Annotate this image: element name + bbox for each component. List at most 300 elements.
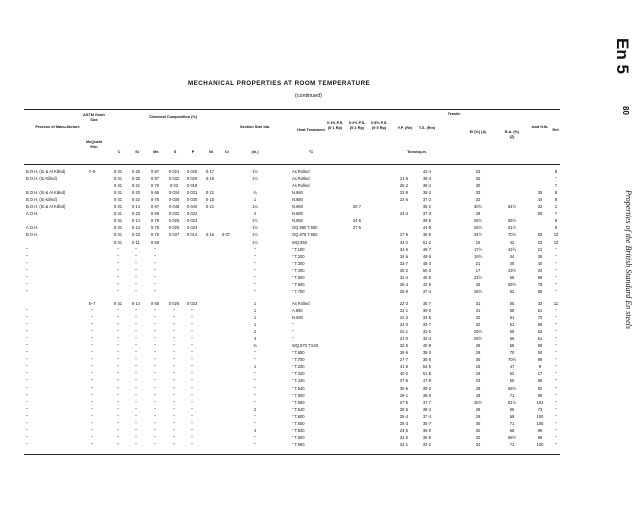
cell-sec: ″ <box>254 385 256 391</box>
cell-heat: WQ.870 T.540 <box>292 343 319 349</box>
cell-el: 32 <box>475 427 481 433</box>
cell-el: 23½ <box>474 274 482 280</box>
cell-ref: ″ <box>555 385 557 391</box>
cell-si: ″ <box>135 364 137 370</box>
cell-yp: 24·4 <box>399 211 409 217</box>
cell-ra: 55 <box>509 274 515 280</box>
cell-izod: 23 <box>537 239 543 245</box>
cell-ts: 32·4 <box>422 336 432 342</box>
table-subtitle: (continued) <box>295 93 322 99</box>
cell-el: 17½ <box>474 246 482 252</box>
cell-c: 0·31 <box>113 225 123 231</box>
cell-mn: ″ <box>154 246 156 252</box>
cell-proc: ″ <box>26 274 28 280</box>
cell-izod: 83 <box>537 232 543 238</box>
cell-astm: ″ <box>91 392 93 398</box>
cell-izod: 100 <box>536 441 544 447</box>
cell-izod: 70 <box>537 315 543 320</box>
table-row <box>0 254 638 261</box>
cell-si: 0·14 <box>131 218 141 224</box>
cell-s: ″ <box>173 378 175 384</box>
page-number: 80 <box>621 106 630 115</box>
cell-ni: 0·21 <box>205 204 215 210</box>
cell-heat: As Rolled <box>292 176 310 182</box>
cell-sec: ″ <box>254 260 256 266</box>
cell-yp: 22·1 <box>399 329 409 335</box>
cell-astm: ″ <box>91 350 93 356</box>
cell-yp: 33·7 <box>399 260 409 266</box>
col-chemical: Chemical Composition (%) <box>148 115 198 119</box>
cell-mn: ″ <box>154 427 156 433</box>
cell-c: ″ <box>117 260 119 266</box>
cell-c: ″ <box>117 281 119 287</box>
cell-sec: ″ <box>254 246 256 252</box>
cell-mn: 0·65 <box>150 300 160 306</box>
cell-yp: 25·2 <box>399 183 409 189</box>
header-top-rule <box>24 109 560 110</box>
cell-proc: B.O.H. (Si Killed) <box>26 176 57 182</box>
cell-ra: 69 <box>509 413 515 419</box>
cell-mn: ″ <box>154 329 156 335</box>
cell-p: ″ <box>191 322 193 328</box>
cell-si: 0·25 <box>131 176 141 182</box>
cell-mn: 0·70 <box>150 183 160 189</box>
cell-el: 28½ <box>474 399 482 405</box>
cell-ref: ″ <box>555 176 557 182</box>
cell-s: 0·02 <box>169 183 179 189</box>
cell-sec: ″ <box>254 357 256 363</box>
col-p: P <box>191 150 195 154</box>
cell-ra: 70 <box>509 350 515 356</box>
cell-mn: ″ <box>154 371 156 377</box>
cell-p: 0·014 <box>186 232 198 238</box>
cell-el: 32 <box>475 197 481 203</box>
cell-el: 19 <box>475 371 481 377</box>
cell-heat: ″ <box>292 322 294 328</box>
cell-heat: WQ.850 <box>292 239 308 245</box>
table-bottom-rule <box>24 454 560 455</box>
cell-yp: 24·5 <box>399 427 409 433</box>
cell-astm: ″ <box>91 399 93 405</box>
cell-izod: 88 <box>537 343 543 349</box>
cell-heat: ″ T.300 <box>292 260 305 266</box>
col-ps2: 0·2% P.S. (0·2 Rp) <box>348 121 366 130</box>
cell-ps2: 27·5 <box>352 225 362 231</box>
cell-p: ″ <box>191 378 193 384</box>
cell-ts: 37·4 <box>422 413 432 419</box>
cell-sec: 2 <box>253 329 257 335</box>
cell-proc: B.O.H. (Si Killed) <box>26 197 57 203</box>
cell-sec: ″ <box>254 371 256 377</box>
cell-heat: N.880 <box>292 197 303 203</box>
cell-yp: 28·6 <box>399 350 409 356</box>
cell-mn: 0·67 <box>150 204 160 210</box>
cell-si: ″ <box>135 307 137 313</box>
cell-ra: 43½ <box>508 267 516 273</box>
cell-sec: ″ <box>254 281 256 287</box>
cell-si: ″ <box>135 427 137 433</box>
cell-mn: ″ <box>154 315 156 320</box>
cell-si: 0·22 <box>131 197 141 203</box>
cell-s: 0·026 <box>168 300 180 306</box>
cell-izod: 96 <box>537 434 543 440</box>
cell-ts: 47·8 <box>422 378 432 384</box>
cell-mn: ″ <box>154 406 156 412</box>
col-s: S <box>173 150 177 154</box>
cell-ra: 68½ <box>508 434 516 440</box>
cell-ts: 39·4 <box>422 176 432 182</box>
cell-ref: ″ <box>555 441 557 447</box>
table-row <box>0 407 638 414</box>
cell-izod: 50 <box>537 211 543 217</box>
cell-p: 0·031 <box>186 190 198 196</box>
section-label: En 5 <box>613 38 632 74</box>
cell-ref: ″ <box>555 371 557 377</box>
cell-si: ″ <box>135 343 137 349</box>
cell-ref: ″ <box>555 260 557 266</box>
cell-yp: 30·6 <box>399 385 409 391</box>
cell-heat: As Rolled <box>292 300 310 306</box>
cell-ref: 9 <box>554 218 558 224</box>
cell-ts: 35·9 <box>422 434 432 440</box>
cell-ref: 1 <box>554 204 558 210</box>
cell-mn: ″ <box>154 267 156 273</box>
cell-heat: ″ T.500 <box>292 274 305 280</box>
cell-sec: ″ <box>254 420 256 426</box>
cell-mn: ″ <box>154 253 156 259</box>
table-row <box>0 435 638 442</box>
col-process: Process of Manu-facture <box>35 125 80 129</box>
cell-ref: 8 <box>554 197 558 203</box>
cell-mn: 0·76 <box>150 232 160 238</box>
cell-si: 0·11 <box>132 239 140 245</box>
cell-yp: 22·1 <box>399 441 409 447</box>
cell-c: ″ <box>117 322 119 328</box>
cell-ra: 46 <box>509 260 515 266</box>
col-ra: R.A. (%) (Z) <box>504 130 520 139</box>
cell-s: ″ <box>173 322 175 328</box>
cell-ra: 70½ <box>508 357 516 363</box>
cell-heat: ″ T.400 <box>292 267 305 273</box>
cell-proc: B.O.H. (Si & Al Killed) <box>26 190 66 196</box>
cell-c: ″ <box>117 315 119 320</box>
cell-ts: 50·3 <box>422 267 432 273</box>
cell-si: ″ <box>135 441 137 447</box>
cell-el: 30 <box>475 420 481 426</box>
cell-ra: 61½ <box>508 225 516 231</box>
cell-yp: 34·6 <box>399 246 409 252</box>
cell-heat: ″ T.200 <box>292 364 305 370</box>
cell-ref: 7 <box>554 183 558 189</box>
col-ref: Ref. <box>552 128 560 132</box>
table-row <box>0 211 638 218</box>
cell-c: 0·31 <box>113 190 123 196</box>
cell-astm: ″ <box>91 329 93 335</box>
table-row <box>0 308 638 315</box>
cell-heat: ″ T.700 <box>292 288 305 294</box>
cell-ref: ″ <box>555 357 557 363</box>
cell-s: ″ <box>173 420 175 426</box>
cell-yp: 32·5 <box>399 343 409 349</box>
cell-ra: 44 <box>509 253 515 259</box>
cell-ra: 68 <box>509 427 515 433</box>
cell-izod: 51 <box>537 307 543 313</box>
cell-el: 25 <box>475 176 481 182</box>
cell-mn: 0·66 <box>150 211 160 217</box>
cell-heat: ″ T.700 <box>292 357 305 363</box>
cell-p: ″ <box>191 420 193 426</box>
table-row <box>0 232 638 239</box>
table-row <box>0 183 638 190</box>
table-row <box>0 197 638 204</box>
table-row <box>0 336 638 343</box>
cell-heat: ″ T.600 <box>292 281 305 287</box>
cell-si: ″ <box>135 413 137 419</box>
cell-ts: 33·7 <box>422 322 432 328</box>
cell-proc: ″ <box>26 413 28 419</box>
cell-ref: ″ <box>555 274 557 280</box>
cell-c: ″ <box>117 385 119 391</box>
col-mcquaid: McQuaid Ehn <box>85 140 103 149</box>
cell-ref: 7 <box>554 211 558 217</box>
cell-heat: As Rolled <box>292 169 310 174</box>
cell-sec: 1½ <box>252 176 258 182</box>
cell-heat: N.850 <box>292 218 303 224</box>
cell-si: ″ <box>135 350 137 356</box>
cell-s: 0·037 <box>168 232 180 238</box>
col-astm: ASTM Grain Size <box>83 113 105 122</box>
cell-ref: ″ <box>555 350 557 356</box>
table-row <box>0 322 638 329</box>
table-row <box>0 301 638 308</box>
cell-el: 30 <box>475 357 481 363</box>
cell-proc: ″ <box>26 371 28 377</box>
cell-p: 0·026 <box>186 176 198 182</box>
cell-ra: 58 <box>509 343 515 349</box>
cell-proc: ″ <box>26 343 28 349</box>
cell-izod: 99 <box>537 357 543 363</box>
cell-s: ″ <box>173 385 175 391</box>
cell-mn: ″ <box>154 399 156 405</box>
cell-heat: ″ T.200 <box>292 253 305 259</box>
cell-ts: 33·0 <box>422 329 432 335</box>
cell-proc: ″ <box>26 246 28 252</box>
cell-izod: 102 <box>536 399 544 405</box>
cell-astm: 5–7 <box>88 300 96 306</box>
cell-s: ″ <box>173 399 175 405</box>
table-row <box>0 225 638 232</box>
col-ts: T.S. (Rm) <box>418 126 436 130</box>
cell-el: 28 <box>475 385 481 391</box>
cell-yp: 24·5 <box>399 434 409 440</box>
cell-sec: ¾ <box>253 190 257 196</box>
cell-c: 0·31 <box>113 232 123 238</box>
cell-ra: 68½ <box>508 385 516 391</box>
cell-c: ″ <box>117 336 119 342</box>
cell-s: ″ <box>173 350 175 356</box>
cell-astm: ″ <box>91 322 93 328</box>
col-heat: Heat Treatment <box>297 128 325 132</box>
table-row <box>0 247 638 254</box>
table-row <box>0 240 638 247</box>
cell-sec: ¾ <box>253 343 257 349</box>
cell-ts: 51·8 <box>422 371 432 377</box>
cell-yp: 23·8 <box>399 190 409 196</box>
cell-si: ″ <box>135 385 137 391</box>
cell-ra: 59½ <box>508 281 516 287</box>
cell-ra: 54½ <box>508 204 516 210</box>
cell-p: ″ <box>191 385 193 391</box>
cell-p: ″ <box>191 343 193 349</box>
cell-c: 0·31 <box>113 300 123 306</box>
cell-p: ″ <box>191 392 193 398</box>
cell-izod: 40 <box>537 260 543 266</box>
cell-astm: 7–8 <box>88 169 96 174</box>
cell-ni: 0·18 <box>205 197 215 203</box>
cell-el: 26 <box>475 281 481 287</box>
col-ps1: 0·1% P.S. (0·1 Rp) <box>326 121 344 130</box>
cell-ra: 60 <box>509 378 515 384</box>
cell-sec: ″ <box>254 399 256 405</box>
cell-ref: ″ <box>555 420 557 426</box>
cell-ra: 52 <box>509 371 515 377</box>
cell-ref: 11 <box>553 300 559 306</box>
cell-mn: 0·58 <box>150 239 160 245</box>
cell-s: ″ <box>173 371 175 377</box>
cell-izod: 44 <box>537 197 543 203</box>
cell-c: 0·31 <box>113 197 123 203</box>
cell-c: ″ <box>117 441 119 447</box>
cell-p: 0·018 <box>186 183 198 189</box>
cell-el: 29 <box>475 392 481 398</box>
cell-proc: ″ <box>26 336 28 342</box>
table-row <box>0 190 638 197</box>
cell-el: 19½ <box>474 253 482 259</box>
cell-sec: 1½ <box>252 239 258 245</box>
cell-si: ″ <box>135 253 137 259</box>
cell-mn: 0·87 <box>150 169 160 174</box>
cell-si: 0·14 <box>131 204 141 210</box>
cell-yp: 27·6 <box>399 232 409 238</box>
cell-ref: ″ <box>555 307 557 313</box>
cell-c: 0·31 <box>113 211 123 217</box>
cell-si: ″ <box>135 288 137 294</box>
cell-izod: 94 <box>537 350 543 356</box>
cell-izod: 98 <box>537 392 543 398</box>
cell-c: ″ <box>117 307 119 313</box>
col-tensile: Tensile <box>447 112 461 116</box>
col-el: El (%) (A) <box>469 130 487 134</box>
cell-proc: ″ <box>26 385 28 391</box>
cell-mn: ″ <box>154 420 156 426</box>
cell-proc: B.O.H. <box>26 232 39 238</box>
cell-heat: ″ T.650 <box>292 399 305 405</box>
cell-mn: 0·79 <box>150 218 160 224</box>
cell-mn: 0·79 <box>150 225 160 231</box>
cell-c: ″ <box>117 364 119 370</box>
cell-yp: 35·2 <box>399 267 409 273</box>
table-row <box>0 400 638 407</box>
cell-proc: ″ <box>26 322 28 328</box>
cell-p: ″ <box>191 427 193 433</box>
cell-ref: ″ <box>555 406 557 412</box>
cell-s: 0·034 <box>168 190 180 196</box>
cell-p: ″ <box>191 441 193 447</box>
cell-ra: 59 <box>509 329 515 335</box>
cell-c: ″ <box>117 420 119 426</box>
cell-mn: ″ <box>154 260 156 266</box>
cell-proc: ″ <box>26 406 28 412</box>
cell-sec: 1¼ <box>252 204 258 210</box>
cell-heat: As Rolled <box>292 183 310 189</box>
cell-s: ″ <box>173 336 175 342</box>
cell-yp: 41·5 <box>399 364 409 370</box>
cell-astm: ″ <box>91 336 93 342</box>
cell-c: ″ <box>117 350 119 356</box>
cell-ni: 0·17 <box>205 169 215 174</box>
cell-heat: ″ T.600 <box>292 413 305 419</box>
cell-yp: 27·7 <box>399 357 409 363</box>
cell-ts: 37·2 <box>422 197 432 203</box>
cell-astm: ″ <box>91 364 93 370</box>
cell-ts: 36·0 <box>422 427 432 433</box>
cell-ra: 71 <box>509 420 515 426</box>
cell-sec: ″ <box>254 413 256 419</box>
cell-ts: 33·2 <box>422 441 432 447</box>
cell-c: 0·31 <box>113 218 123 224</box>
cell-el: 31 <box>475 307 481 313</box>
table-row <box>0 289 638 296</box>
cell-si: 0·21 <box>131 183 141 189</box>
cell-ts: 44·9 <box>422 225 432 231</box>
cell-yp: 27·5 <box>399 399 409 405</box>
cell-c: ″ <box>117 392 119 398</box>
cell-ref: 10 <box>553 232 559 238</box>
cell-p: ″ <box>191 350 193 356</box>
cell-c: ″ <box>117 434 119 440</box>
cell-ref: ″ <box>555 427 557 433</box>
cell-ts: 42·4 <box>422 169 432 174</box>
cell-proc: ″ <box>26 315 28 320</box>
cell-el: 32 <box>475 434 481 440</box>
cell-p: 0·023 <box>186 300 198 306</box>
cell-el: 34½ <box>474 232 482 238</box>
cell-si: 0·26 <box>131 169 141 174</box>
cell-mn: ″ <box>154 350 156 356</box>
cell-mn: ″ <box>154 392 156 398</box>
cell-sec: ″ <box>254 378 256 384</box>
cell-ts: 39·2 <box>422 385 432 391</box>
cell-ts: 37·7 <box>422 399 432 405</box>
table-row <box>0 442 638 449</box>
cell-izod: 86 <box>537 378 543 384</box>
cell-proc: ″ <box>26 329 28 335</box>
cell-sec: 1½ <box>252 232 258 238</box>
cell-ra: 61 <box>509 315 515 320</box>
cell-si: ″ <box>135 420 137 426</box>
cell-mn: ″ <box>154 336 156 342</box>
cell-ts: 40·8 <box>422 343 432 349</box>
cell-heat: ″ T.650 <box>292 441 305 447</box>
cell-proc: ″ <box>26 260 28 266</box>
cell-c: 0·31 <box>113 183 123 189</box>
cell-ps2: 20·7 <box>352 204 362 210</box>
cell-yp: 37·5 <box>399 378 409 384</box>
cell-si: 0·14 <box>131 225 141 231</box>
cell-p: ″ <box>191 329 193 335</box>
cell-s: ″ <box>173 364 175 370</box>
cell-proc: ″ <box>26 434 28 440</box>
